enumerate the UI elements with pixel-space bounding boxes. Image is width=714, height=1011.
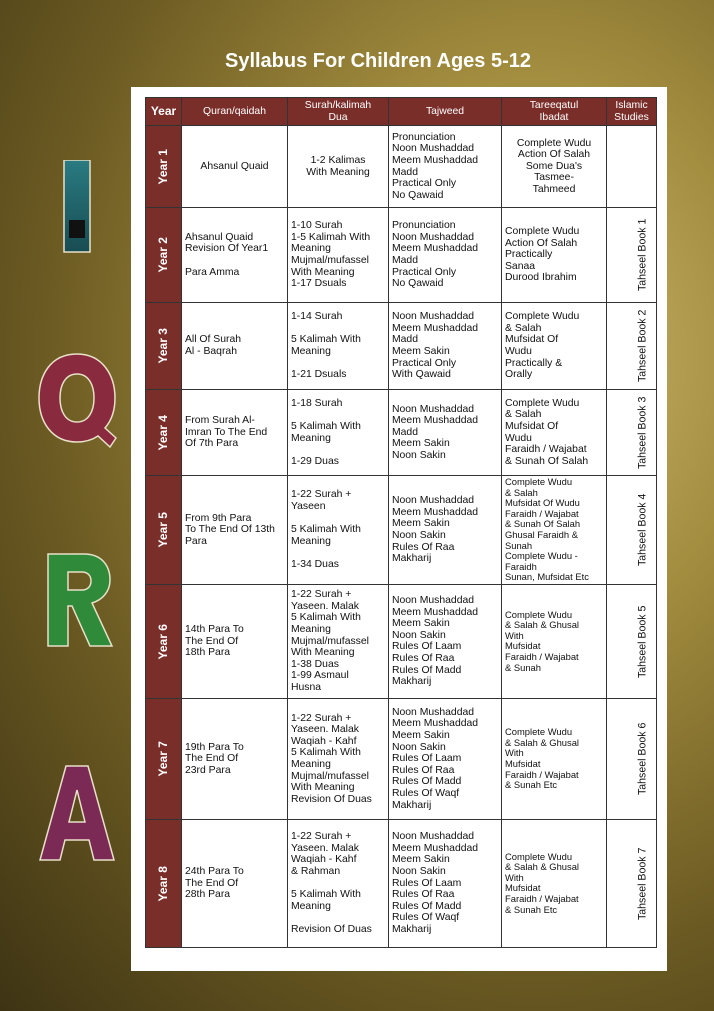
syllabus-table [145,97,657,948]
letter-r-image [36,550,118,650]
table-row [146,126,657,208]
tajweed-cell: Noon Mushaddad Meem Mushaddad Madd Meem Sakin Noon Sakin [389,390,502,476]
table-row [146,303,657,390]
tajweed-cell: Noon Mushaddad Meem Mushaddad Meem Sakin Noon Sakin Rules Of Raa Makharij [389,476,502,585]
surah-cell: 1-10 Surah 1-5 Kalimah With Meaning Mujmal/mufassel With Meaning 1-17 Dsuals [288,208,389,303]
table-row [146,208,657,303]
quran-cell: 24th Para To The End Of 28th Para [182,819,288,947]
tareeqatul-cell: Complete Wudu Action Of Salah Some Dua's Tasmee- Tahmeed [502,126,607,208]
tajweed-cell: Pronunciation Noon Mushaddad Meem Mushaddad Madd Practical Only No Qawaid [389,208,502,303]
header-islamic-studies: Islamic Studies [607,98,657,126]
table-row [146,476,657,585]
quran-cell: Ahsanul Quaid [182,126,288,208]
header-year: Year [146,98,182,126]
page-title: Syllabus For Children Ages 5-12 [224,50,531,72]
quran-cell: From Surah Al- Imran To The End Of 7th Para [182,390,288,476]
year-label: Year 2 [155,237,170,273]
year-cell [146,698,182,819]
islamic-studies-cell [607,303,657,390]
tajweed-cell: Noon Mushaddad Meem Mushaddad Madd Meem Sakin Practical Only With Qawaid [389,303,502,390]
surah-cell: 1-14 Surah 5 Kalimah With Meaning 1-21 Dsuals [288,303,389,390]
year-cell [146,390,182,476]
quran-cell: From 9th Para To The End Of 13th Para [182,476,288,585]
surah-cell: 1-22 Surah + Yaseen. Malak Waqiah - Kahf 5 Kalimah With Meaning Mujmal/mufassel With Meaning Revision Of Duas [288,698,389,819]
letter-q-image [36,350,118,450]
tareeqatul-cell: Complete Wudu & Salah Mufsidat Of Wudu Faraidh / Wajabat & Sunah Of Salah [502,390,607,476]
letter-a-image [36,762,118,862]
quran-cell: All Of Surah Al - Baqrah [182,303,288,390]
year-cell [146,208,182,303]
year-cell [146,476,182,585]
surah-cell: 1-22 Surah + Yaseen 5 Kalimah With Meaning 1-34 Duas [288,476,389,585]
surah-cell: 1-2 Kalimas With Meaning [288,126,389,208]
quran-cell: 19th Para To The End Of 23rd Para [182,698,288,819]
year-label: Year 8 [155,865,170,902]
year-label: Year 7 [155,741,170,777]
islamic-studies-cell [607,698,657,819]
islamic-studies-cell [607,584,657,698]
table-row [146,584,657,698]
surah-cell: 1-22 Surah + Yaseen. Malak Waqiah - Kahf & Rahman 5 Kalimah With Meaning Revision Of Duas [288,819,389,947]
surah-cell: 1-18 Surah 5 Kalimah With Meaning 1-29 Duas [288,390,389,476]
tajweed-cell: Noon Mushaddad Meem Mushaddad Meem Sakin Noon Sakin Rules Of Laam Rules Of Raa Rules Of Madd Makharij [389,584,502,698]
year-label: Year 1 [155,148,170,185]
tareeqatul-cell: Complete Wudu & Salah & Ghusal With Mufsidat Faraidh / Wajabat & Sunah [502,584,607,698]
tareeqatul-cell: Complete Wudu & Salah & Ghusal With Mufsidat Faraidh / Wajabat & Sunah Etc [502,698,607,819]
syllabus-sheet [131,87,667,971]
islamic-studies-cell [607,208,657,303]
header-surah: Surah/kalimah Dua [288,98,389,126]
islamic-studies-label: Tahseel Book 2 [636,309,649,383]
table-row [146,819,657,947]
year-cell [146,819,182,947]
table-row [146,698,657,819]
islamic-studies-label: Tahseel Book 1 [636,218,649,292]
year-cell [146,126,182,208]
year-cell [146,584,182,698]
letter-i-image [36,160,118,260]
year-label: Year 5 [155,512,170,548]
year-label: Year 4 [155,414,170,451]
islamic-studies-label: Tahseel Book 5 [636,605,649,678]
islamic-studies-cell [607,819,657,947]
surah-cell: 1-22 Surah + Yaseen. Malak 5 Kalimah With Meaning Mujmal/mufassel With Meaning 1-38 Duas 1-99 Asmaul Husna [288,584,389,698]
islamic-studies-label: Tahseel Book 4 [636,493,649,567]
quran-cell: 14th Para To The End Of 18th Para [182,584,288,698]
header-tajweed: Tajweed [389,98,502,126]
quran-cell: Ahsanul Quaid Revision Of Year1 Para Amma [182,208,288,303]
islamic-studies-label: Tahseel Book 7 [636,847,649,920]
islamic-studies-cell [607,126,657,208]
tajweed-cell: Noon Mushaddad Meem Mushaddad Meem Sakin Noon Sakin Rules Of Laam Rules Of Raa Rules Of Madd Rules Of Waqf Makharij [389,819,502,947]
tareeqatul-cell: Complete Wudu & Salah Mufsidat Of Wudu Faraidh / Wajabat & Sunah Of Salah Ghusal Faraidh & Sunah Complete Wudu - Faraidh Sunan, Mufsidat Etc [502,476,607,585]
tareeqatul-cell: Complete Wudu & Salah & Ghusal With Mufsidat Faraidh / Wajabat & Sunah Etc [502,819,607,947]
islamic-studies-cell [607,476,657,585]
tajweed-cell: Noon Mushaddad Meem Mushaddad Meem Sakin Noon Sakin Rules Of Laam Rules Of Raa Rules Of Madd Rules Of Waqf Makharij [389,698,502,819]
tareeqatul-cell: Complete Wudu & Salah Mufsidat Of Wudu Practically & Orally [502,303,607,390]
islamic-studies-label: Tahseel Book 3 [636,396,649,469]
table-row [146,390,657,476]
year-label: Year 3 [155,328,170,364]
year-label: Year 6 [155,623,170,660]
islamic-studies-cell [607,390,657,476]
header-quran: Quran/qaidah [182,98,288,126]
table-header-row [146,98,657,126]
year-cell [146,303,182,390]
islamic-studies-label: Tahseel Book 6 [636,722,649,796]
tareeqatul-cell: Complete Wudu Action Of Salah Practically Sanaa Durood Ibrahim [502,208,607,303]
tajweed-cell: Pronunciation Noon Mushaddad Meem Mushaddad Madd Practical Only No Qawaid [389,126,502,208]
header-tareeqatul: Tareeqatul Ibadat [502,98,607,126]
